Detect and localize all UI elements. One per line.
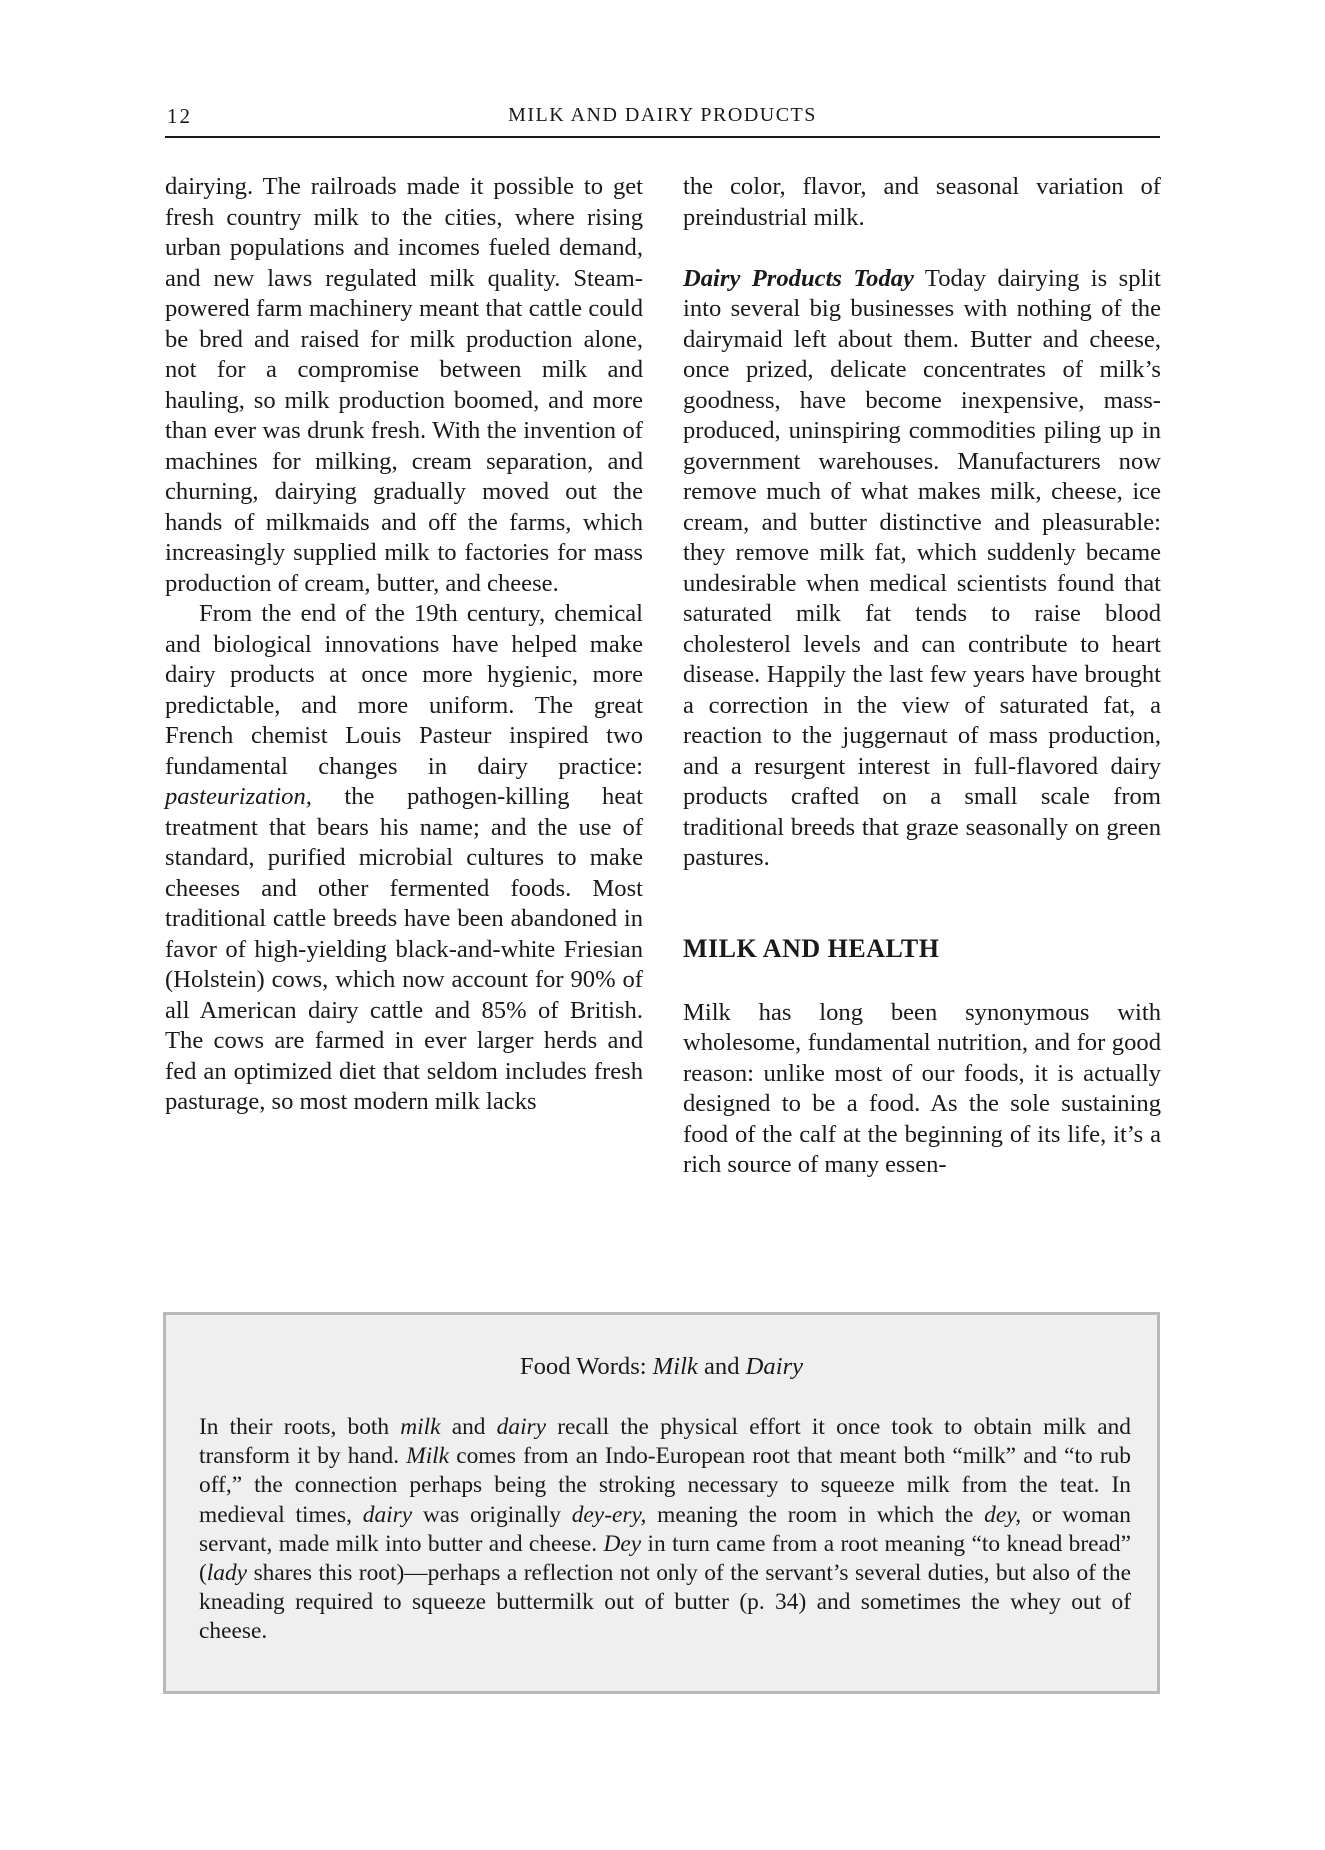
section-heading: MILK AND HEALTH: [683, 933, 940, 963]
emphasized-term: pasteurization,: [165, 783, 312, 810]
emphasized-term: Dairy: [745, 1353, 804, 1380]
paragraph: dairying. The railroads made it possible to get fresh country milk to the cities, where rising urban populations and incomes fueled demand, and new laws regulated milk quality. Steam-powered farm machinery meant that cattle could be bred and raised for milk production alone, not for a compromise between milk and hauling, so milk production boomed, and more than ever was drunk fresh. With the invention of machines for milking, cream separation, and churning, dairying gradually moved out the hands of milkmaids and off the farms, which increasingly supplied milk to factories for mass production of cream, butter, and cheese.: [165, 173, 643, 597]
paragraph: [683, 264, 1161, 874]
emphasized-term: dairy: [496, 1414, 547, 1440]
emphasized-term: dey,: [984, 1501, 1022, 1528]
text-run: the pathogen-killing heat treatment that bears his name; and the use of standard, purified microbial cultures to make cheeses and other fermented foods. Most traditional cattle breeds have been abandoned in favor of high-yielding black-and-white Friesian (Holstein) cows, which now account for 90% of all American dairy cattle and 85% of British. The cows are farmed in ever larger herds and fed an optimized diet that seldom includes fresh pasturage, so most modern milk lacks: [165, 783, 643, 1115]
text-run: In their roots, both: [199, 1414, 401, 1440]
text-run: Food Words:: [519, 1353, 653, 1380]
text-run: or woman servant, made milk into butter and cheese.: [199, 1501, 1131, 1557]
emphasized-term: dey-ery,: [571, 1501, 647, 1528]
text-run: comes from an Indo-European root that meant both “milk” and “to rub off,” the connection perhaps being the stroking necessary to squeeze milk from the teat. In medieval times,: [199, 1443, 1131, 1528]
text-run: and: [440, 1414, 497, 1440]
emphasized-term: Dey: [603, 1530, 642, 1557]
text-run: was originally: [412, 1501, 572, 1528]
right-column: [683, 172, 1161, 1181]
text-run: meaning the room in which the: [646, 1501, 985, 1528]
paragraph: [165, 599, 643, 1118]
emphasized-term: dairy: [362, 1501, 413, 1528]
text-run: in turn came from a root meaning “to knead bread” (: [199, 1530, 1131, 1587]
sidebar-box: [163, 1312, 1160, 1694]
text-run: From the end of the 19th century, chemical and biological innovations have helped make dairy products at once more hygienic, more predictable, and more uniform. The great French chemist Louis Pasteur inspired two fundamental changes in dairy practice:: [165, 600, 643, 780]
sidebar-title: [166, 1352, 1157, 1382]
text-run: Today dairying is split into several big businesses with nothing of the dairymaid left about them. Butter and cheese, once prized, delicate concentrates of milk’s goodness, have become inexpensive, mass-produced, uninspiring commodities piling up in government warehouses. Manufacturers now remove much of what makes milk, cheese, ice cream, and butter distinctive and pleasurable: they remove milk fat, which suddenly became undesirable when medical scientists found that saturated milk fat tends to raise blood cholesterol levels and can contribute to heart disease. Happily the last few years have brought a correction in the view of saturated fat, a reaction to the juggernaut of mass production, and a resurgent interest in full-flavored dairy products crafted on a small scale from traditional breeds that graze seasonally on green pastures.: [683, 264, 1161, 871]
left-column: [165, 172, 643, 1118]
text-run: recall the physical effort it once took to obtain milk and transform it by hand.: [199, 1414, 1132, 1470]
paragraph: Milk has long been synonymous with wholesome, fundamental nutrition, and for good reason: unlike most of our foods, it is actually designed to be a food. As the sole sustaining food of the calf at the beginning of its life, it’s a rich source of many essen-: [683, 998, 1161, 1178]
run-in-heading: Dairy Products Today: [683, 264, 914, 292]
emphasized-term: Milk: [406, 1443, 450, 1470]
paragraph: the color, flavor, and seasonal variation of preindustrial milk.: [683, 173, 1161, 231]
text-run: and: [697, 1353, 746, 1380]
emphasized-term: milk: [400, 1414, 441, 1440]
emphasized-term: Milk: [652, 1353, 698, 1380]
running-title: MILK AND DAIRY PRODUCTS: [508, 104, 817, 126]
page-number: 12: [167, 104, 192, 128]
text-run: shares this root)—perhaps a reflection not only of the servant’s several duties, but also of the kneading required to squeeze buttermilk out of butter (p. 34) and sometimes the whey out of cheese.: [199, 1560, 1131, 1645]
emphasized-term: lady: [206, 1560, 248, 1587]
sidebar-text: [199, 1413, 1131, 1647]
running-header: [165, 100, 1160, 138]
